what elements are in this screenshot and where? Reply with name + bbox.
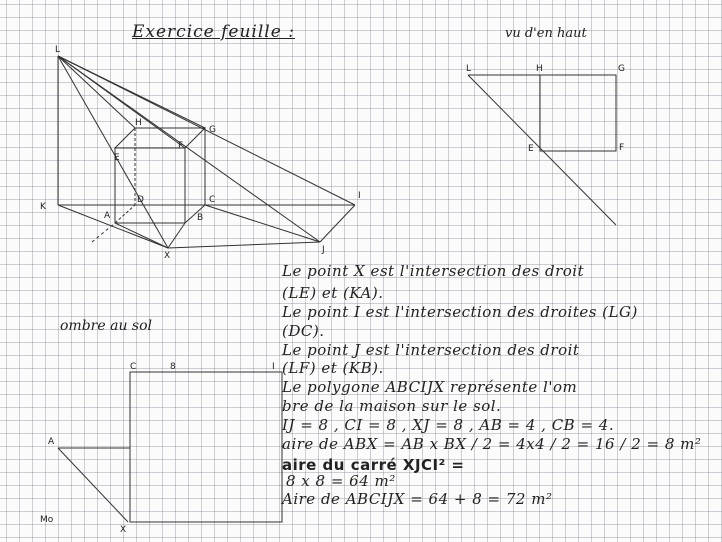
top-label-E: E xyxy=(528,144,534,154)
text-line-2: (LE) et (KA). xyxy=(282,284,384,302)
text-line-13: Aire de ABCIJX = 64 + 8 = 72 m² xyxy=(282,490,553,508)
top-label-F: F xyxy=(619,143,625,153)
text-line-12: 8 x 8 = 64 m² xyxy=(286,472,396,490)
label-A: A xyxy=(104,211,111,221)
label-J: J xyxy=(322,245,325,255)
ground-label-I: I xyxy=(272,362,275,372)
label-D: D xyxy=(137,195,144,205)
text-line-9: IJ = 8 , CI = 8 , XJ = 8 , AB = 4 , CB = 4. xyxy=(282,416,615,434)
label-E: E xyxy=(114,153,120,163)
label-L: L xyxy=(55,45,61,55)
label-C: C xyxy=(209,195,216,205)
text-line-11: aire du carré XJCI² = xyxy=(282,456,465,474)
top-view-drawing xyxy=(468,75,616,225)
label-F: F xyxy=(178,141,184,151)
perspective-drawing xyxy=(58,56,355,248)
text-line-10: aire de ABX = AB x BX / 2 = 4x4 / 2 = 16 / 2 = 8 m² xyxy=(282,435,702,453)
shadow-label: ombre au sol xyxy=(60,318,152,334)
ground-shadow-drawing xyxy=(58,372,282,522)
top-view-labels xyxy=(466,64,625,154)
text-line-3: Le point I est l'intersection des droites (LG) xyxy=(282,303,638,321)
exercise-title: Exercice feuille : xyxy=(132,22,295,42)
top-label-L: L xyxy=(466,64,472,74)
top-label-G: G xyxy=(618,64,625,74)
text-line-4: (DC). xyxy=(282,322,325,340)
text-line-5: Le point J est l'intersection des droit xyxy=(282,341,580,359)
ground-label-C: C xyxy=(130,362,137,372)
label-X: X xyxy=(164,251,171,261)
label-H: H xyxy=(135,118,142,128)
top-view-title: vu d'en haut xyxy=(505,26,587,41)
ground-label-A: A xyxy=(48,437,55,447)
ground-label-M: Mo xyxy=(40,515,54,525)
ground-label-8: 8 xyxy=(170,362,176,372)
text-line-1: Le point X est l'intersection des droit xyxy=(282,262,585,280)
text-line-8: bre de la maison sur le sol. xyxy=(282,397,502,415)
label-G: G xyxy=(209,125,216,135)
text-line-6: (LF) et (KB). xyxy=(282,359,384,377)
label-B: B xyxy=(197,213,204,223)
label-I: I xyxy=(358,191,361,201)
ground-label-X: X xyxy=(120,525,127,535)
label-K: K xyxy=(40,202,46,212)
top-label-H: H xyxy=(536,64,543,74)
text-line-7: Le polygone ABCIJX représente l'om xyxy=(282,378,578,396)
